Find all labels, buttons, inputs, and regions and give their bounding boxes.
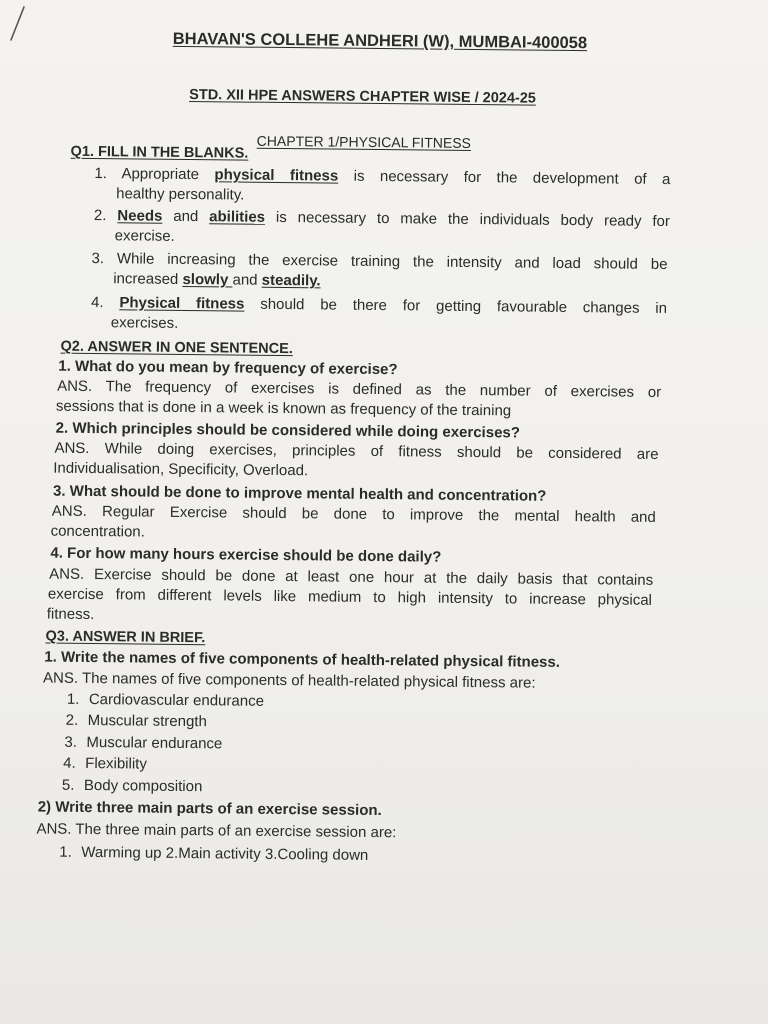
q2-answer-4-line-1: ANS. Exercise should be done at least one hour at the daily basis that contains [49, 565, 654, 589]
q1-item-3-text: While increasing the exercise training the intensity and load should be [116, 250, 668, 274]
q1-item-2-answer-2: abilities [209, 208, 266, 226]
q1-item-3-pre: increased [113, 270, 183, 288]
q1-item-3-answer-2: steadily. [261, 271, 321, 290]
component-item [64, 734, 222, 754]
q2-answer-1-line-1: ANS. The frequency of exercises is defined as the number of exercises or [57, 377, 662, 401]
q1-item-1-post: is necessary for the development of a [353, 167, 671, 189]
q2-question-2: 2. Which principles should be considered while doing exercises? [55, 419, 521, 442]
component-item [63, 755, 147, 774]
q2-answer-1-line-2: sessions that is done in a week is known as frequency of the training [55, 397, 512, 420]
q1-item-4-answer: Physical fitness [119, 294, 245, 313]
component-item-number: 1. [66, 690, 80, 708]
q1-heading: Q1. FILL IN THE BLANKS. [70, 143, 249, 162]
component-item-text: Muscular endurance [86, 733, 223, 753]
q3-answer-1-intro: ANS. The names of five components of health-related physical fitness are: [43, 669, 536, 692]
component-item [67, 691, 264, 711]
component-item-number: 4. [63, 754, 76, 772]
q1-item-2-post: is necessary to make the individuals body ready for [275, 208, 671, 231]
document-subtitle: STD. XII HPE ANSWERS CHAPTER WISE / 2024-25 [189, 87, 537, 107]
q1-item-2-mid: and [173, 207, 210, 226]
q3-answer-2-intro: ANS. The three main parts of an exercise session are: [36, 820, 397, 842]
q3-heading: Q3. ANSWER IN BRIEF. [45, 628, 206, 647]
component-item-number: 5. [61, 776, 75, 794]
component-item [66, 712, 207, 731]
q1-item-4-number: 4. [90, 293, 104, 312]
q1-item-3-continuation [113, 270, 321, 290]
component-item-text: Cardiovascular endurance [88, 690, 265, 710]
component-item-number: 2. [65, 711, 79, 729]
q1-item-3-number: 3. [91, 249, 105, 268]
q1-item-2 [94, 207, 670, 231]
component-item-number: 3. [64, 733, 78, 751]
q2-answer-2-line-1: ANS. While doing exercises, principles of fitness should be considered are [54, 439, 659, 463]
q2-answer-4-line-3: fitness. [46, 605, 95, 624]
q1-item-4-continuation: exercises. [110, 314, 179, 332]
component-item-text: Muscular strength [87, 711, 207, 731]
q1-item-2-continuation: exercise. [114, 227, 175, 245]
q3-question-1: 1. Write the names of five components of health-related physical fitness. [44, 648, 561, 671]
q2-heading: Q2. ANSWER IN ONE SENTENCE. [60, 338, 293, 358]
component-item-text: Body composition [83, 776, 203, 796]
q1-item-2-answer-1: Needs [117, 207, 163, 225]
chapter-title: CHAPTER 1/PHYSICAL FITNESS [256, 132, 472, 151]
q2-answer-3-line-2: concentration. [50, 522, 145, 541]
q1-item-1-pre: Appropriate [121, 165, 215, 184]
q1-item-4-post: should be there for getting favourable changes in [260, 295, 668, 318]
q3-question-2: 2) Write three main parts of an exercise session. [37, 798, 382, 820]
q2-question-4: 4. For how many hours exercise should be done daily? [50, 544, 442, 566]
q1-item-1-answer: physical fitness [214, 166, 339, 185]
q1-item-1-number: 1. [94, 165, 107, 183]
q2-question-1: 1. What do you mean by frequency of exercise? [58, 357, 398, 379]
q2-answer-3-line-1: ANS. Regular Exercise should be done to improve the mental health and [51, 502, 656, 526]
college-title: BHAVAN'S COLLEHE ANDHERI (W), MUMBAI-400058 [172, 29, 588, 53]
q2-answer-2-line-2: Individualisation, Specificity, Overload. [53, 459, 309, 480]
q1-item-3-mid: and [232, 271, 262, 289]
q2-answer-4-line-2: exercise from different levels like medium to high intensity to increase physical [47, 585, 653, 609]
exercise-session-parts [59, 844, 368, 865]
q1-item-3-answer-1: slowly [182, 270, 233, 289]
exercise-session-parts-text: Warming up 2.Main activity 3.Cooling down [81, 843, 369, 864]
exercise-session-parts-number: 1. [59, 843, 72, 861]
component-item-text: Flexibility [85, 754, 147, 773]
component-item [62, 777, 203, 796]
q2-question-3: 3. What should be done to improve mental health and concentration? [52, 482, 547, 505]
q1-item-2-number: 2. [93, 207, 107, 225]
q1-item-1-continuation: healthy personality. [116, 185, 245, 204]
